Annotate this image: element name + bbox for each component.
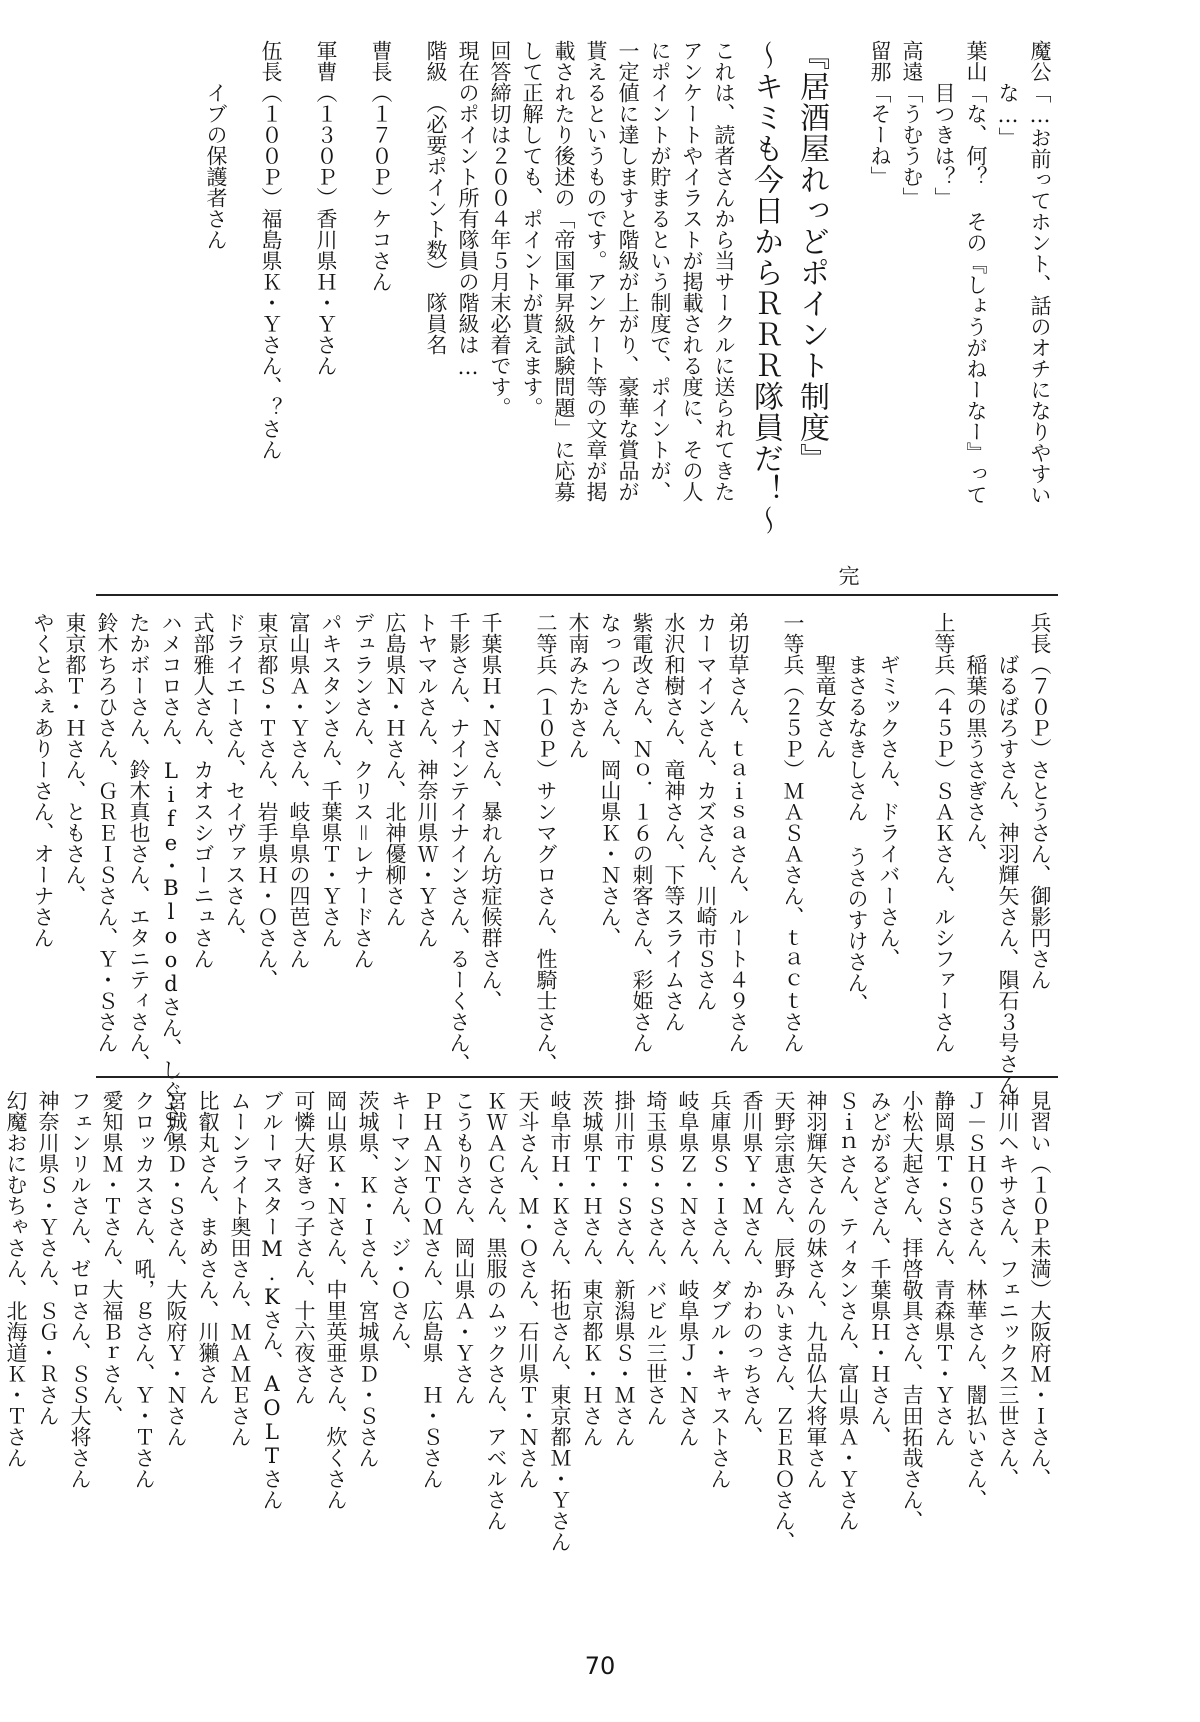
rank-entry: 軍曹（１３０Ｐ）香川県Ｈ・Ｙさん xyxy=(314,40,338,376)
member-list-line: 香川県Ｙ・Ｍさん、かわのっちさん、 xyxy=(740,1090,764,1447)
member-list-line: クロッカスさん、吼，ｇさん、Ｙ・Ｔさん xyxy=(132,1090,156,1489)
section-divider xyxy=(96,594,1058,596)
member-list-line: たかボーさん、鈴木真也さん、エタニティさん、 xyxy=(127,612,151,1074)
member-list-line: 比叡丸さん、まめさん、川獺さん xyxy=(196,1090,220,1405)
dialogue-line: な…」 xyxy=(996,40,1020,148)
member-list-line: 岐阜市Ｈ・Ｋさん、拓也さん、東京都Ｍ・Ｙさん xyxy=(548,1090,572,1552)
section-subheading: ～キミも今日からＲＲＲ隊員だ！～ xyxy=(748,40,783,536)
member-list-line: 茨城県Ｔ・Ｈさん、東京都Ｋ・Ｈさん xyxy=(580,1090,604,1447)
member-list-line: ハメコロさん、Life･Bloodさん、しぐさん xyxy=(159,612,183,1143)
page-number: 70 xyxy=(584,1652,616,1680)
member-list-line: 神川ヘキサさん、フェニックス三世さん、 xyxy=(996,1090,1020,1489)
member-list-line: 兵庫県Ｓ・Ｉさん、ダブル・キャストさん xyxy=(708,1090,732,1489)
rank-entry-continued: まさるなきしさん うさのすけさん、 xyxy=(845,612,869,1014)
body-line: 現在のポイント所有隊員の階級は… xyxy=(456,40,480,379)
rank-table-header: 階級 （必要ポイント数） 隊員名 xyxy=(424,40,448,355)
body-line: 貰えるというものです。アンケート等の文章が掲 xyxy=(584,40,608,502)
member-list-line: カーマインさん、カズさん、川崎市Ｓさん xyxy=(694,612,718,1011)
body-line: 回答締切は２００４年５月末必着です。 xyxy=(488,40,512,418)
rank-entry: 上等兵（４５Ｐ）ＳＡＫさん、ルシファーさん xyxy=(932,612,956,1053)
member-list-line: 富山県Ａ・Ｙさん、岐阜県の四芭さん xyxy=(287,612,311,969)
member-list-line: 小松大起さん、拝啓敬具さん、吉田拓哉さん、 xyxy=(900,1090,924,1531)
rank-entry: 見習い（１０Ｐ未満）大阪府Ｍ・Ｉさん、 xyxy=(1028,1090,1052,1489)
rank-entry-continued: ばるばろすさん、神羽輝矢さん、隕石３号さん xyxy=(996,612,1020,1095)
rank-entry: 一等兵（２５Ｐ）ＭＡＳＡさん、ｔａｃｔさん xyxy=(781,612,805,1053)
member-list-line: こうもりさん、岡山県Ａ・Ｙさん xyxy=(452,1090,476,1405)
rank-entry: 曹長（１７０Ｐ）ケコさん xyxy=(369,40,393,292)
member-list-line: キーマンさん、ジ・Ｏさん、 xyxy=(388,1090,412,1363)
body-line: して正解しても、ポイントが貰えます。 xyxy=(520,40,544,418)
member-list-line: 東京都Ｓ・Ｔさん、岩手県Ｈ・Ｏさん、 xyxy=(255,612,279,990)
member-list-line: 神奈川県Ｓ・Ｙさん、ＳＧ・Ｒさん xyxy=(36,1090,60,1426)
section-heading: 『居酒屋れっどポイント制度』 xyxy=(794,40,829,474)
member-list-line: Ｓｉｎさん、ティタンさん、富山県Ａ・Ｙさん xyxy=(836,1090,860,1531)
body-line: にポイントが貯まるという制度で、ポイントが、 xyxy=(648,40,672,502)
member-list-line: やくとふぇありーさん、オーナさん xyxy=(31,612,55,948)
member-list-line: デュランさん、クリス＝レナードさん xyxy=(351,612,375,969)
member-list-line: 可憐大好きっ子さん、十六夜さん xyxy=(292,1090,316,1405)
member-list-line: 弟切草さん、ｔａｉｓａさん、ルート４９さん xyxy=(726,612,750,1053)
member-list-line: パキスタンさん、千葉県Ｔ・Ｙさん xyxy=(319,612,343,948)
member-list-line: 鈴木ちろひさん、ＧＲＥＩＳさん、Ｙ・Ｓさん xyxy=(95,612,119,1053)
dialogue-line: 魔公「…お前ってホント、話のオチになりやすい xyxy=(1028,40,1052,505)
member-list-line: 水沢和樹さん、竜神さん、下等スライムさん xyxy=(662,612,686,1032)
rank-entry-continued: 聖竜女さん xyxy=(813,612,837,759)
body-line: 一定値に達しますと階級が上がり、豪華な賞品が xyxy=(616,40,640,502)
member-list-line: フェンリルさん、ゼロさん、ＳＳ大将さん xyxy=(68,1090,92,1489)
rank-entry-continued: イブの保護者さん xyxy=(204,40,228,250)
body-line: アンケートやイラストが掲載される度に、その人 xyxy=(680,40,704,502)
rank-entry: 伍長（１００Ｐ）福島県Ｋ・Ｙさん、？さん xyxy=(259,40,283,460)
dialogue-and-point-system xyxy=(150,40,1050,590)
member-list-line: 宮城県Ｄ・Ｓさん、大阪府Ｙ・Ｎさん xyxy=(164,1090,188,1447)
member-list-line: 東京都Ｔ・Ｈさん、ともさん、 xyxy=(63,612,87,906)
member-list-line: 茨城県、Ｋ・Ｉさん、宮城県Ｄ・Ｓさん xyxy=(356,1090,380,1468)
member-list-line: トヤマルさん、神奈川県Ｗ・Ｙさん xyxy=(415,612,439,948)
dialogue-line: 葉山「な、何？ その『しょうがねーなー』って xyxy=(964,40,988,505)
end-mark: 完 xyxy=(836,40,860,586)
body-line: 載されたり後述の「帝国軍昇級試験問題」に応募 xyxy=(552,40,576,502)
member-list-line: 千葉県Ｈ・Ｎさん、暴れん坊症候群さん、 xyxy=(479,612,503,1011)
member-ranks-upper xyxy=(31,612,1052,1143)
member-list-line: なっつんさん、岡山県Ｋ・Ｎさん、 xyxy=(598,612,622,948)
member-list-line: みどがるどさん、千葉県Ｈ・Ｈさん、 xyxy=(868,1090,892,1447)
member-list-line: 愛知県Ｍ・Ｔさん、大福Ｂｒさん、 xyxy=(100,1090,124,1426)
rank-entry-continued: ギミックさん、ドライバーさん、 xyxy=(877,612,901,969)
member-list-line: 木南みたかさん xyxy=(566,612,590,759)
member-list-line: 岡山県Ｋ・Ｎさん、中里英亜さん、炊くさん xyxy=(324,1090,348,1510)
member-list-line: 広島県Ｎ・Ｈさん、北神優柳さん xyxy=(383,612,407,927)
member-list-line: 神羽輝矢さんの妹さん、九品仏大将軍さん xyxy=(804,1090,828,1489)
member-list-line: 掛川市Ｔ・Ｓさん、新潟県Ｓ・Ｍさん xyxy=(612,1090,636,1447)
dialogue-line: 目つきは？」 xyxy=(932,40,956,208)
member-list-line: ブルーマスターM.Kさん、AOLTさん xyxy=(260,1090,284,1510)
rank-entry-continued: 稲葉の黒うさぎさん、 xyxy=(964,612,988,864)
member-list-line: 千影さん、ナインテイナインさん、るーくさん、 xyxy=(447,612,471,1074)
member-list-line: 天野宗恵さん、辰野みいまさん、ＺＥＲＯさん、 xyxy=(772,1090,796,1552)
member-list-line: 天斗さん、Ｍ・Ｏさん、石川県Ｔ・Ｎさん xyxy=(516,1090,540,1489)
member-list-line: ドライエーさん、セイヴァスさん、 xyxy=(223,612,247,948)
member-list-line: ＰＨＡＮＴＯＭさん、広島県 Ｈ・Ｓさん xyxy=(420,1090,444,1489)
member-list-line: 静岡県Ｔ・Ｓさん、青森県Ｔ・Ｙさん xyxy=(932,1090,956,1447)
member-list-line: 幻魔おにむちゃさん、北海道Ｋ・Ｔさん xyxy=(4,1090,28,1468)
dialogue-line: 留那「そーね」 xyxy=(868,40,892,187)
member-list-line: 埼玉県Ｓ・Ｓさん、バビル三世さん xyxy=(644,1090,668,1426)
dialogue-line: 高遠「うむうむ」 xyxy=(900,40,924,208)
member-list-line: ＫＷＡＣさん、黒服のムックさん、アベルさん xyxy=(484,1090,508,1531)
member-list-line: 紫電改さん、Ｎｏ．１６の刺客さん、彩姫さん xyxy=(630,612,654,1053)
member-list-line: 式部雅人さん、カオスシゴーニュさん xyxy=(191,612,215,969)
member-ranks-trainees xyxy=(4,1090,1052,1650)
member-list-line: ムーンライト奥田さん、ＭＡＭＥさん xyxy=(228,1090,252,1447)
rank-entry: 二等兵（１０Ｐ）サンマグロさん、性騎士さん、 xyxy=(534,612,558,1074)
section-divider xyxy=(96,1076,1058,1078)
member-list-line: 岐阜県Ｚ・Ｎさん、岐阜県Ｊ・Ｎさん xyxy=(676,1090,700,1447)
rank-entry: 兵長（７０Ｐ）さとうさん、御影円さん xyxy=(1028,612,1052,990)
member-list-line: Ｊ－ＳＨ０５さん、林華さん、闇払いさん、 xyxy=(964,1090,988,1510)
body-line: これは、読者さんから当サークルに送られてきた xyxy=(712,40,736,502)
